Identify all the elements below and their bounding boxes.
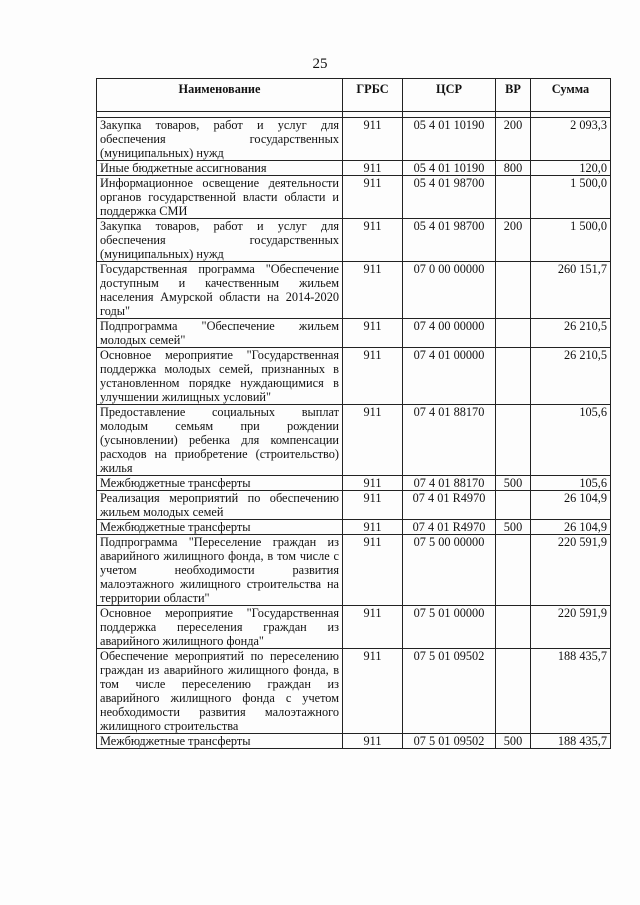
header-csr: ЦСР <box>403 79 496 112</box>
row-grbs: 911 <box>343 219 403 262</box>
row-vr: 200 <box>496 118 531 161</box>
row-name: Основное мероприятие "Государственная поддержка переселения граждан из аварийного жилищного фонда" <box>97 606 343 649</box>
table-row <box>97 520 611 535</box>
table-row <box>97 734 611 749</box>
row-sum: 1 500,0 <box>531 176 611 219</box>
header-name: Наименование <box>97 79 343 112</box>
row-csr: 07 5 01 00000 <box>403 606 496 649</box>
row-csr: 05 4 01 98700 <box>403 176 496 219</box>
page-number: 25 <box>312 56 328 72</box>
row-csr: 07 4 01 00000 <box>403 348 496 405</box>
row-name: Подпрограмма "Обеспечение жильем молодых семей" <box>97 319 343 348</box>
row-name: Основное мероприятие "Государственная поддержка молодых семей, признанных в установленном порядке нуждающимися в улучшении жилищных условий" <box>97 348 343 405</box>
row-vr <box>496 262 531 319</box>
row-grbs: 911 <box>343 405 403 476</box>
table-row <box>97 176 611 219</box>
row-csr: 05 4 01 98700 <box>403 219 496 262</box>
row-name: Межбюджетные трансферты <box>97 734 343 749</box>
row-grbs: 911 <box>343 476 403 491</box>
row-sum: 220 591,9 <box>531 535 611 606</box>
table-row <box>97 219 611 262</box>
row-name: Закупка товаров, работ и услуг для обеспечения государственных (муниципальных) нужд <box>97 219 343 262</box>
row-csr: 07 4 01 88170 <box>403 405 496 476</box>
row-name: Государственная программа "Обеспечение доступным и качественным жильем населения Амурской области на 2014-2020 годы" <box>97 262 343 319</box>
row-grbs: 911 <box>343 118 403 161</box>
row-name: Межбюджетные трансферты <box>97 476 343 491</box>
table-header-row <box>97 79 611 112</box>
row-sum: 105,6 <box>531 476 611 491</box>
row-vr: 500 <box>496 476 531 491</box>
row-grbs: 911 <box>343 606 403 649</box>
row-sum: 26 104,9 <box>531 520 611 535</box>
row-grbs: 911 <box>343 348 403 405</box>
row-grbs: 911 <box>343 734 403 749</box>
row-name: Реализация мероприятий по обеспечению жильем молодых семей <box>97 491 343 520</box>
row-grbs: 911 <box>343 491 403 520</box>
row-csr: 07 5 01 09502 <box>403 734 496 749</box>
row-vr: 500 <box>496 734 531 749</box>
row-vr <box>496 176 531 219</box>
table-row <box>97 118 611 161</box>
row-csr: 05 4 01 10190 <box>403 118 496 161</box>
table-row <box>97 161 611 176</box>
row-sum: 2 093,3 <box>531 118 611 161</box>
row-vr <box>496 606 531 649</box>
row-name: Закупка товаров, работ и услуг для обеспечения государственных (муниципальных) нужд <box>97 118 343 161</box>
table-row <box>97 649 611 734</box>
table-row <box>97 606 611 649</box>
row-csr: 07 4 00 00000 <box>403 319 496 348</box>
row-csr: 07 0 00 00000 <box>403 262 496 319</box>
table-row <box>97 262 611 319</box>
row-csr: 07 4 01 88170 <box>403 476 496 491</box>
row-sum: 220 591,9 <box>531 606 611 649</box>
row-vr <box>496 348 531 405</box>
row-sum: 1 500,0 <box>531 219 611 262</box>
row-vr <box>496 405 531 476</box>
table-row <box>97 491 611 520</box>
row-name: Предоставление социальных выплат молодым семьям при рождении (усыновлении) ребенка для компенсации расходов на приобретение (строительство) жилья <box>97 405 343 476</box>
row-sum: 26 210,5 <box>531 348 611 405</box>
row-grbs: 911 <box>343 319 403 348</box>
row-grbs: 911 <box>343 520 403 535</box>
row-name: Информационное освещение деятельности органов государственной власти области и поддержка СМИ <box>97 176 343 219</box>
budget-table <box>96 78 611 749</box>
row-grbs: 911 <box>343 649 403 734</box>
row-grbs: 911 <box>343 262 403 319</box>
row-name: Обеспечение мероприятий по переселению граждан из аварийного жилищного фонда, в том числе переселению граждан из аварийного жилищного фонда с учетом необходимости развития малоэтажного жилищного строительства <box>97 649 343 734</box>
row-name: Иные бюджетные ассигнования <box>97 161 343 176</box>
row-vr: 200 <box>496 219 531 262</box>
row-csr: 07 4 01 R4970 <box>403 491 496 520</box>
header-grbs: ГРБС <box>343 79 403 112</box>
row-csr: 07 4 01 R4970 <box>403 520 496 535</box>
row-sum: 188 435,7 <box>531 734 611 749</box>
row-sum: 188 435,7 <box>531 649 611 734</box>
table-row <box>97 535 611 606</box>
row-name: Подпрограмма "Переселение граждан из аварийного жилищного фонда, в том числе с учетом необходимости развития малоэтажного жилищного строительства на территории области" <box>97 535 343 606</box>
row-sum: 105,6 <box>531 405 611 476</box>
header-sum: Сумма <box>531 79 611 112</box>
header-vr: ВР <box>496 79 531 112</box>
row-sum: 260 151,7 <box>531 262 611 319</box>
row-vr <box>496 649 531 734</box>
table-row <box>97 405 611 476</box>
row-csr: 05 4 01 10190 <box>403 161 496 176</box>
row-sum: 120,0 <box>531 161 611 176</box>
row-grbs: 911 <box>343 176 403 219</box>
table-row <box>97 348 611 405</box>
row-vr <box>496 491 531 520</box>
row-vr: 800 <box>496 161 531 176</box>
row-grbs: 911 <box>343 535 403 606</box>
row-name: Межбюджетные трансферты <box>97 520 343 535</box>
row-grbs: 911 <box>343 161 403 176</box>
table-row <box>97 319 611 348</box>
row-sum: 26 210,5 <box>531 319 611 348</box>
table-row <box>97 476 611 491</box>
row-sum: 26 104,9 <box>531 491 611 520</box>
row-csr: 07 5 00 00000 <box>403 535 496 606</box>
row-vr <box>496 535 531 606</box>
row-vr <box>496 319 531 348</box>
row-csr: 07 5 01 09502 <box>403 649 496 734</box>
row-vr: 500 <box>496 520 531 535</box>
